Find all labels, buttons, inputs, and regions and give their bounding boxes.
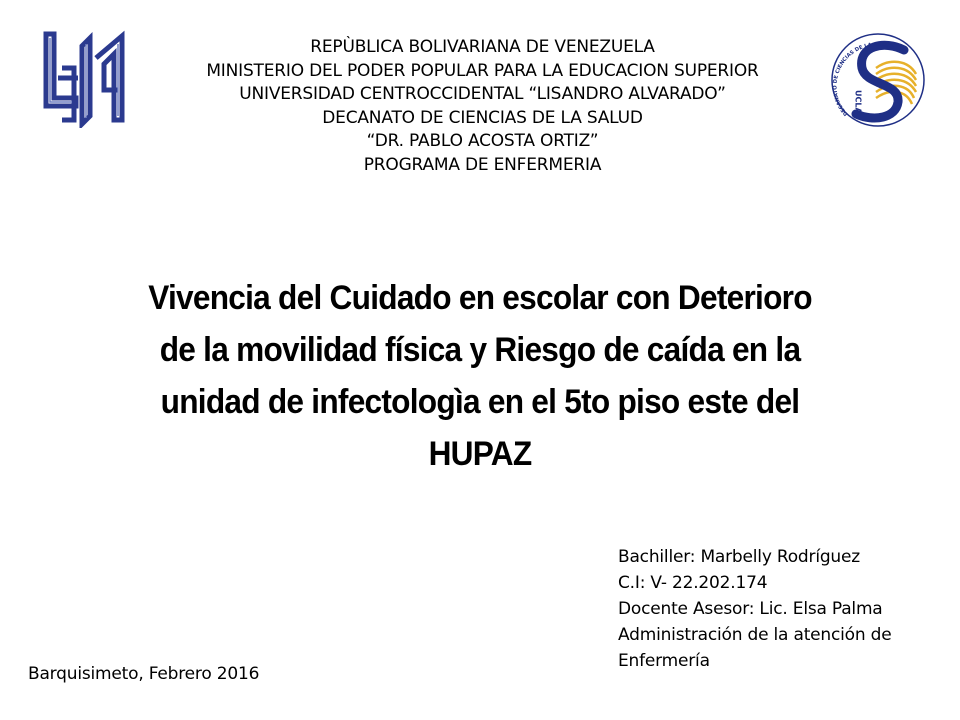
seal-vertical-text: UCLA <box>853 90 863 114</box>
author-course-line1: Administración de la atención de <box>618 625 892 645</box>
author-course-line2: Enfermería <box>618 651 710 671</box>
presentation-title: Vivencia del Cuidado en escolar con Deterioro de la movilidad física y Riesgo de caída en la unidad de infectologìa en el 5to piso este del HUPAZ <box>148 279 812 473</box>
header-line-program: PROGRAMA DE ENFERMERIA <box>363 154 602 175</box>
seal-ring-text: DECANATO DE CIENCIAS DE LA SALUD <box>832 41 895 117</box>
header-line-namesake: “DR. PABLO ACOSTA ORTIZ” <box>366 131 599 151</box>
author-id: C.I: V- 22.202.174 <box>618 573 768 593</box>
header-line-decanato: DECANATO DE CIENCIAS DE LA SALUD <box>322 107 643 128</box>
ucla-monogram-logo <box>38 28 130 128</box>
author-info <box>618 544 954 674</box>
place-date: Barquisimeto, Febrero 2016 <box>28 664 260 684</box>
header-line-university: UNIVERSIDAD CENTROCCIDENTAL “LISANDRO ALVARADO” <box>239 84 726 104</box>
decanato-ciencias-salud-seal <box>828 28 926 130</box>
header-line-republic: REPÙBLICA BOLIVARIANA DE VENEZUELA <box>310 37 655 57</box>
author-student: Bachiller: Marbelly Rodríguez <box>618 547 860 567</box>
author-advisor: Docente Asesor: Lic. Elsa Palma <box>618 599 883 619</box>
institution-header <box>150 36 815 177</box>
header-line-ministry: MINISTERIO DEL PODER POPULAR PARA LA EDUCACION SUPERIOR <box>206 60 759 81</box>
